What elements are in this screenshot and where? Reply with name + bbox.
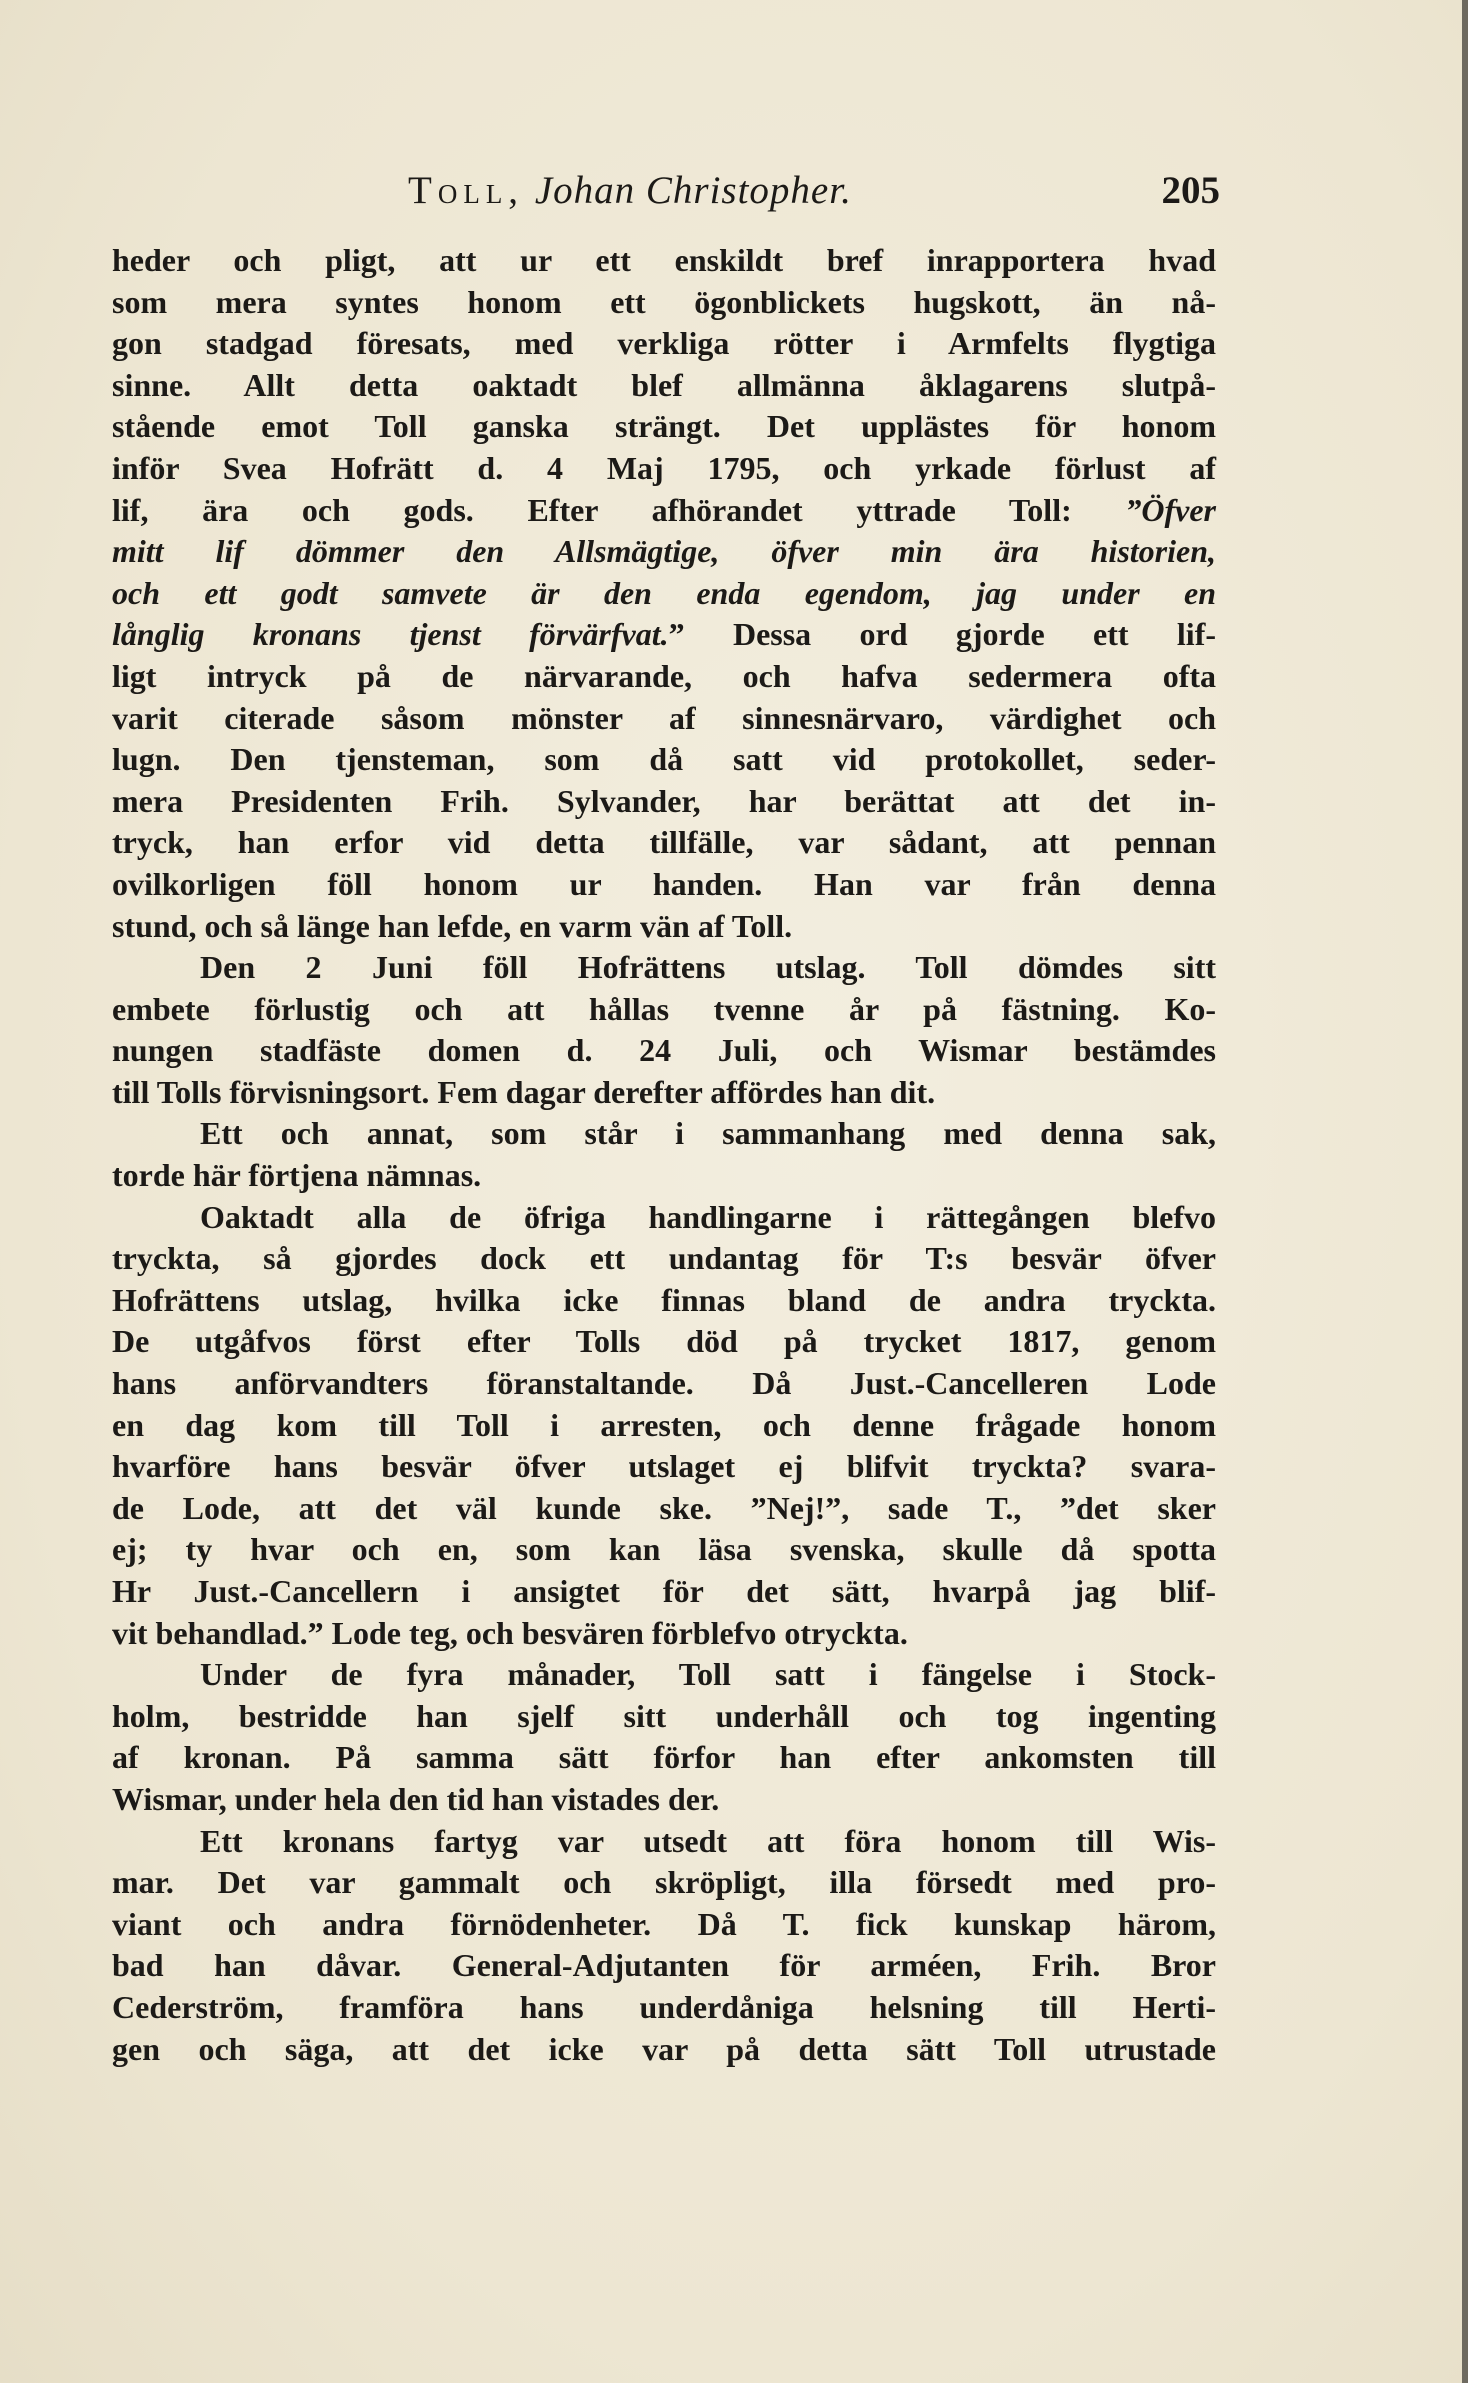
running-head [408, 168, 852, 213]
text-line [112, 1945, 1216, 1987]
text-line [112, 406, 1216, 448]
text-segment: ” Dessa ord gjorde ett lif- [668, 616, 1217, 653]
text-line [112, 1779, 1216, 1821]
text-segment: till Tolls förvisningsort. Fem dagar derefter affördes han dit. [112, 1073, 936, 1110]
text-segment: heder och pligt, att ur ett enskildt bref inrapportera hvad [112, 242, 1216, 278]
text-line [112, 1030, 1216, 1072]
text-segment: lif, ära och gods. Efter afhörandet yttrade Toll: [112, 491, 1126, 528]
text-line [112, 1737, 1216, 1779]
italic-text: mitt lif dömmer den Allsmägtige, öfver min ära historien, [112, 533, 1216, 570]
text-line [112, 1821, 1216, 1863]
text-segment: ligt intryck på de närvarande, och hafva sedermera ofta [112, 657, 1216, 694]
text-line [112, 614, 1216, 656]
text-segment: De utgåfvos först efter Tolls död på trycket 1817, genom [112, 1323, 1216, 1360]
text-segment: torde här förtjena nämnas. [112, 1157, 482, 1194]
text-segment: Cederström, framföra hans underdåniga helsning till Herti- [112, 1988, 1216, 2025]
text-line [112, 1238, 1216, 1280]
text-line [112, 864, 1216, 906]
text-segment: inför Svea Hofrätt d. 4 Maj 1795, och yrkade förlust af [112, 449, 1216, 486]
text-segment: en dag kom till Toll i arresten, och denne frågade honom [112, 1406, 1216, 1443]
text-segment: stund, och så länge han lefde, en varm vän af Toll. [112, 907, 793, 944]
text-line [112, 365, 1216, 407]
page-number: 205 [1161, 169, 1220, 212]
text-line [112, 1654, 1216, 1696]
text-segment: Under de fyra månader, Toll satt i fängelse i Stock- [200, 1656, 1216, 1693]
text-line [112, 490, 1216, 532]
text-line [112, 1446, 1216, 1488]
text-segment: Hr Just.-Cancellern i ansigtet för det sätt, hvarpå jag blif- [112, 1573, 1216, 1609]
text-line [112, 656, 1216, 698]
text-segment: sinne. Allt detta oaktadt blef allmänna åklagarens slutpå- [112, 366, 1216, 403]
text-line [112, 1113, 1216, 1155]
text-segment: stående emot Toll ganska strängt. Det upplästes för honom [112, 408, 1216, 445]
text-segment: Hofrättens utslag, hvilka icke finnas bland de andra tryckta. [112, 1281, 1216, 1318]
italic-text: ”Öfver [1125, 491, 1216, 528]
body-text [112, 240, 1216, 2070]
italic-text: och ett godt samvete är den enda egendom, jag under en [112, 574, 1216, 611]
text-segment: mar. Det var gammalt och skröpligt, illa försedt med pro- [112, 1864, 1216, 1901]
text-line [112, 531, 1216, 573]
text-line [112, 822, 1216, 864]
text-segment: gon stadgad föresats, med verkliga rötter i Armfelts flygtiga [112, 325, 1216, 362]
text-segment: lugn. Den tjensteman, som då satt vid protokollet, seder- [112, 741, 1216, 778]
text-line [112, 1613, 1216, 1655]
text-segment: gen och säga, att det icke var på detta sätt Toll utrustade [112, 2030, 1216, 2067]
text-line [112, 1363, 1216, 1405]
text-segment: vit behandlad.” Lode teg, och besvären förblefvo otryckta. [112, 1614, 908, 1651]
text-line [112, 2029, 1216, 2071]
text-line [112, 323, 1216, 365]
text-segment: tryckta, så gjordes dock ett undantag för T:s besvär öfver [112, 1240, 1216, 1277]
text-segment: de Lode, att det väl kunde ske. ”Nej!”, sade T., ”det sker [112, 1489, 1216, 1526]
text-line [112, 573, 1216, 615]
text-line [112, 1862, 1216, 1904]
text-segment: Ett och annat, som står i sammanhang med denna sak, [200, 1115, 1216, 1152]
text-segment: tryck, han erfor vid detta tillfälle, var sådant, att pennan [112, 824, 1216, 861]
text-segment: viant och andra förnödenheter. Då T. fick kunskap härom, [112, 1905, 1216, 1942]
text-line [112, 1529, 1216, 1571]
text-segment: ej; ty hvar och en, som kan läsa svenska, skulle då spotta [112, 1531, 1216, 1568]
text-segment: hans anförvandters föranstaltande. Då Just.-Cancelleren Lode [112, 1365, 1216, 1402]
text-line [112, 1155, 1216, 1197]
page-edge [1462, 0, 1468, 2383]
text-segment: Oaktadt alla de öfriga handlingarne i rättegången blefvo [200, 1198, 1216, 1235]
text-line [112, 1904, 1216, 1946]
text-line [112, 1696, 1216, 1738]
text-segment: varit citerade såsom mönster af sinnesnärvaro, värdighet och [112, 699, 1216, 736]
text-segment: hvarföre hans besvär öfver utslaget ej blifvit tryckta? svara- [112, 1448, 1216, 1485]
text-segment: Wismar, under hela den tid han vistades der. [112, 1780, 720, 1817]
text-line [112, 1280, 1216, 1322]
text-segment: ovilkorligen föll honom ur handen. Han var från denna [112, 865, 1216, 902]
text-line [112, 698, 1216, 740]
text-line [112, 781, 1216, 823]
text-line [112, 1488, 1216, 1530]
text-segment: bad han dåvar. General-Adjutanten för arméen, Frih. Bror [112, 1947, 1216, 1984]
text-segment: af kronan. På samma sätt förfor han efter ankomsten till [112, 1739, 1216, 1776]
running-head-name: Toll, [408, 169, 525, 212]
text-line [112, 947, 1216, 989]
text-segment: mera Presidenten Frih. Sylvander, har berättat att det in- [112, 782, 1216, 819]
text-line [112, 1405, 1216, 1447]
text-line [112, 1321, 1216, 1363]
text-segment: nungen stadfäste domen d. 24 Juli, och Wismar bestämdes [112, 1032, 1216, 1069]
text-line [112, 989, 1216, 1031]
text-segment: holm, bestridde han sjelf sitt underhåll och tog ingenting [112, 1697, 1216, 1734]
text-line [112, 739, 1216, 781]
text-line [112, 240, 1216, 282]
text-line [112, 282, 1216, 324]
text-segment: Ett kronans fartyg var utsedt att föra honom till Wis- [200, 1822, 1216, 1859]
text-segment: som mera syntes honom ett ögonblickets hugskott, än nå- [112, 283, 1216, 320]
text-line [112, 448, 1216, 490]
text-line [112, 1072, 1216, 1114]
text-line [112, 1197, 1216, 1239]
italic-text: långlig kronans tjenst förvärfvat. [112, 616, 669, 653]
text-line [112, 1987, 1216, 2029]
text-segment: Den 2 Juni föll Hofrättens utslag. Toll dömdes sitt [200, 949, 1216, 986]
text-line [112, 906, 1216, 948]
text-segment: embete förlustig och att hållas tvenne år på fästning. Ko- [112, 990, 1216, 1027]
text-line [112, 1571, 1216, 1613]
running-head-full-name: Johan Christopher. [534, 169, 852, 212]
page-header [110, 168, 1220, 218]
